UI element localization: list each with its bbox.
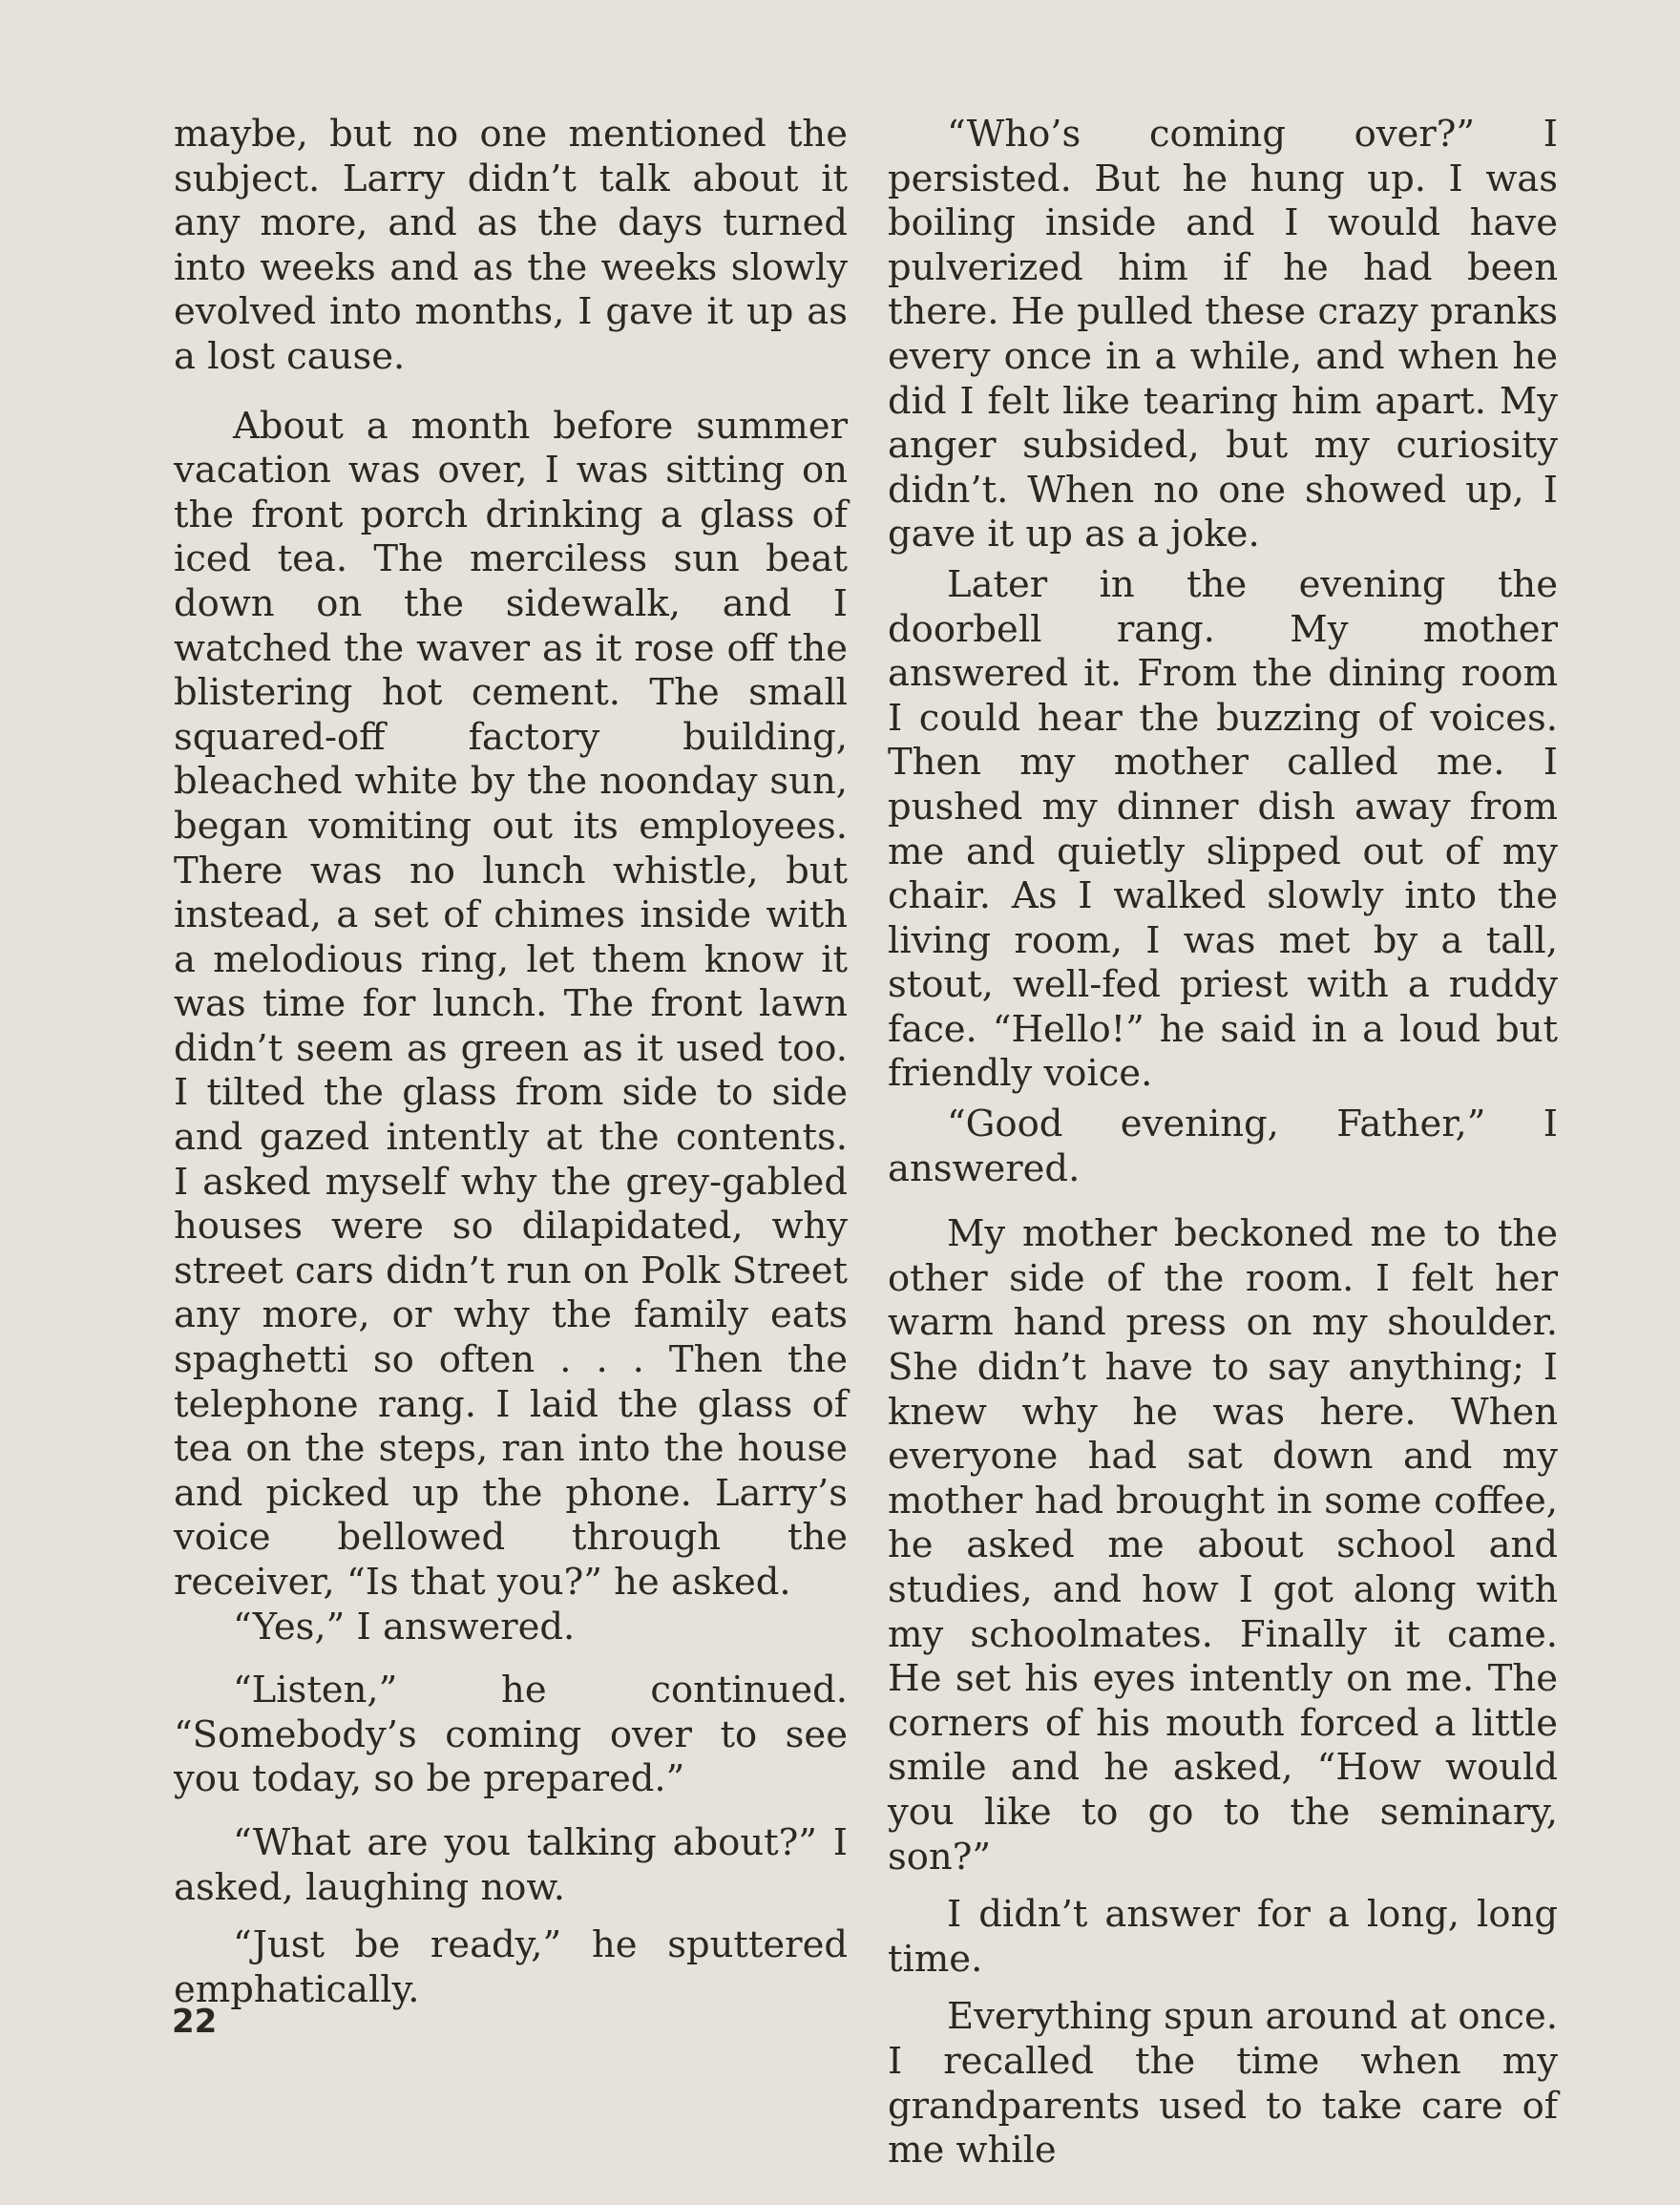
paragraph: About a month before summer vacation was over, I was sitting on the front porch drinking a glass of iced tea. The merciless sun beat down on the sidewalk, and I watched the waver as it rose off the blistering hot cement. The small squared-off factory building, bleached white by the noonday sun, began vomiting out its employees. There was no lunch whistle, but instead, a set of chimes inside with a melodious ring, let them know it was time for lunch. The front lawn didn’t seem as green as it used too. I tilted the glass from side to side and gazed intently at the contents. I asked myself why the grey-gabled houses were so dilapidated, why street cars didn’t run on Polk Street any more, or why the family eats spaghetti so often . . . Then the telephone rang. I laid the glass of tea on the steps, ran into the house and picked up the phone. Larry’s voice bellowed through the receiver, “Is that you?” he asked. — [174, 404, 848, 1604]
paragraph: I didn’t answer for a long, long time. — [888, 1893, 1558, 1981]
paragraph: “Good evening, Father,” I answered. — [888, 1102, 1558, 1190]
paragraph: Later in the evening the doorbell rang. My mother answered it. From the dining room I could hear the buzzing of voices. Then my mother called me. I pushed my dinner dish away from me and quietly slipped out of my chair. As I walked slowly into the living room, I was met by a tall, stout, well-fed priest with a ruddy face. “Hello!” he said in a loud but friendly voice. — [888, 562, 1558, 1096]
paragraph: “What are you talking about?” I asked, laughing now. — [174, 1820, 848, 1909]
paragraph: “Who’s coming over?” I persisted. But he hung up. I was boiling inside and I would have pulverized him if he had been there. He pulled these crazy pranks every once in a while, and when he did I felt like tearing him apart. My anger subsided, but my curiosity didn’t. When no one showed up, I gave it up as a joke. — [888, 113, 1558, 556]
paragraph: My mother beckoned me to the other side of the room. I felt her warm hand press on my shoulder. She didn’t have to say anything; I knew why he was here. When everyone had sat down and my mother had brought in some coffee, he asked me about school and studies, and how I got along with my schoolmates. Finally it came. He set his eyes intently on me. The corners of his mouth forced a little smile and he asked, “How would you like to go to the seminary, son?” — [888, 1212, 1558, 1879]
paragraph: “Just be ready,” he sputtered emphatically. — [174, 1923, 848, 2011]
paragraph: “Yes,” I answered. — [233, 1605, 576, 1648]
right-text-column — [888, 113, 1558, 2174]
left-text-column — [174, 113, 848, 2012]
paragraph: maybe, but no one mentioned the subject. Larry didn’t talk about it any more, and as the days turned into weeks and as the weeks slowly evolved into months, I gave it up as a lost cause. — [174, 113, 848, 378]
paragraph: “Listen,” he continued. “Somebody’s coming over to see you today, so be prepared.” — [174, 1669, 848, 1801]
paragraph: Everything spun around at once. I recalled the time when my grandparents used to take care of me while — [888, 1995, 1558, 2173]
page-number: 22 — [172, 2003, 218, 2041]
